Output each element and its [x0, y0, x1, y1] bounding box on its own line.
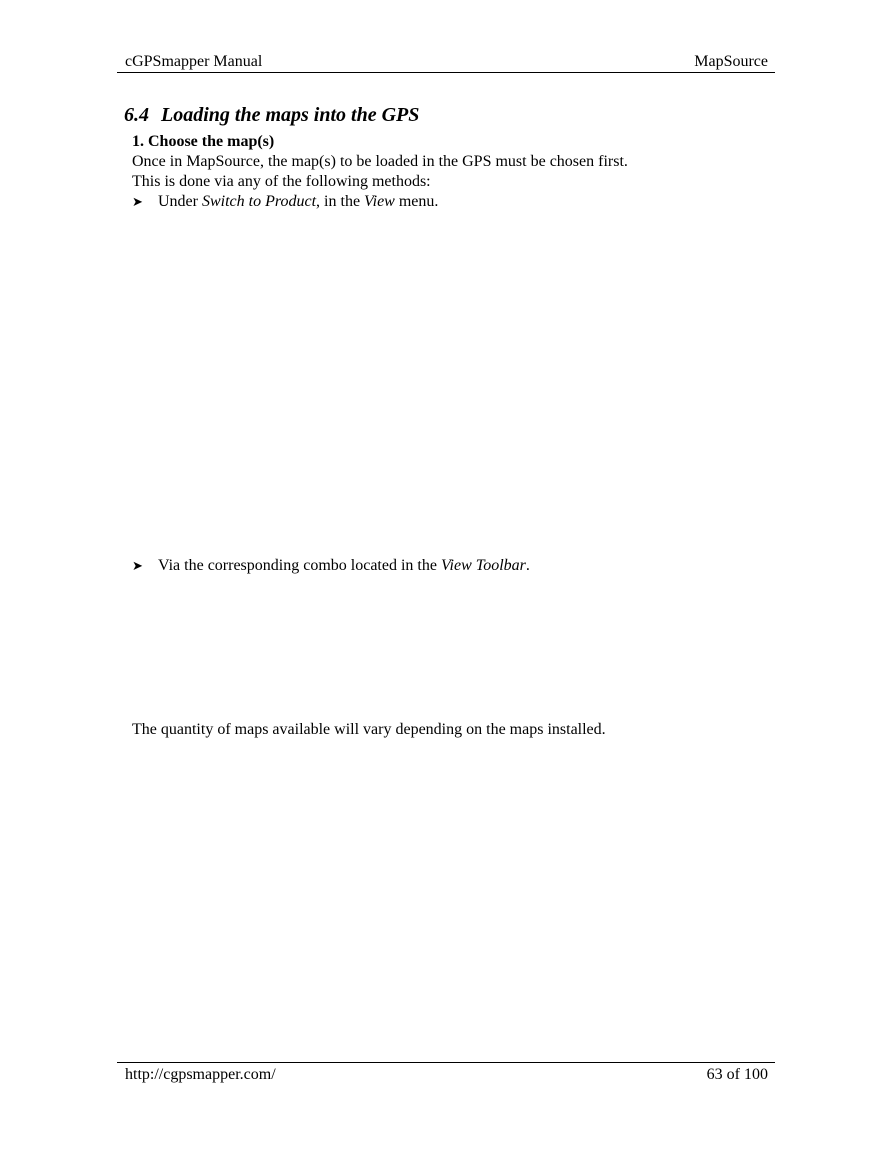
bullet-emphasis: Switch to Product [201, 193, 317, 210]
page-number: 63 of 100 [706, 1066, 768, 1083]
bullet-text: Via the corresponding combo located in the [158, 557, 441, 574]
bullet-item-view-toolbar [132, 556, 530, 577]
footer-url-link[interactable]: http://cgpsmapper.com/ [125, 1066, 276, 1083]
arrow-bullet-icon: ➤ [132, 559, 143, 574]
bullet-emphasis: View [364, 193, 395, 210]
intro-paragraph-2: This is done via any of the following methods: [132, 173, 431, 190]
section-title-text: Loading the maps into the GPS [161, 104, 420, 126]
section-heading [124, 104, 419, 127]
bullet-text: menu. [394, 193, 439, 210]
step-heading: 1. Choose the map(s) [132, 133, 275, 150]
bullet-text: . [525, 557, 530, 574]
bullet-emphasis: View Toolbar [440, 557, 526, 574]
bullet-item-view-menu [132, 192, 438, 213]
bullet-text: , in the [316, 193, 365, 210]
closing-paragraph: The quantity of maps available will vary depending on the maps installed. [132, 721, 606, 738]
header-chapter-name: MapSource [694, 53, 768, 70]
intro-paragraph-1: Once in MapSource, the map(s) to be loaded in the GPS must be chosen first. [132, 153, 628, 170]
section-number: 6.4 [124, 104, 149, 126]
page-footer [117, 1062, 775, 1087]
bullet-text: Under [158, 193, 202, 210]
arrow-bullet-icon: ➤ [132, 195, 143, 210]
header-document-title: cGPSmapper Manual [125, 53, 263, 70]
page-header [117, 52, 775, 73]
